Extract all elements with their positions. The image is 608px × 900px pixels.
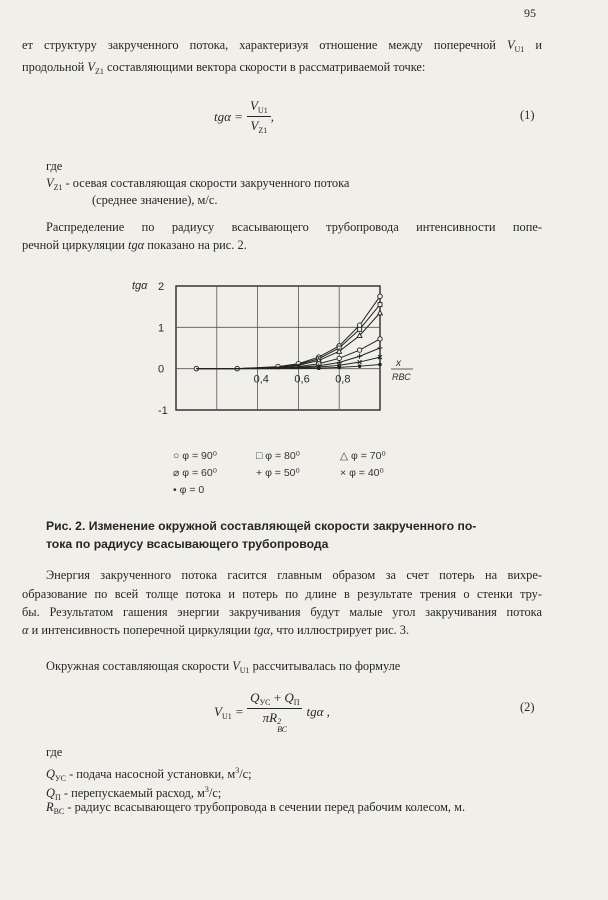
paragraph-4: Окружная составляющая скорости $V_{U1}$ рассчитывалась по формуле bbox=[46, 659, 401, 675]
data-point bbox=[358, 364, 362, 368]
definition-q-p: $Q_П$ - перепускаемый расход, $м^3/с$; bbox=[46, 785, 222, 802]
paragraph-2-line-1: Распределение по радиусу всасывающего трубопровода интенсивности попе- bbox=[46, 220, 542, 234]
data-point bbox=[378, 346, 383, 351]
paragraph-3-line-3: бы. Результатом гашения энергии закручивания будут малые угол закручивания потока bbox=[22, 605, 542, 619]
data-point bbox=[317, 366, 321, 370]
legend-label: φ = 0 bbox=[179, 484, 205, 496]
x-tick-labels bbox=[254, 374, 351, 386]
legend-item bbox=[256, 467, 300, 479]
data-point bbox=[378, 303, 382, 307]
data-point bbox=[378, 294, 383, 299]
where-label-2: где bbox=[46, 745, 63, 759]
figure-caption-line-1: Рис. 2. Изменение окружной составляющей скорости закрученного по- bbox=[46, 519, 477, 533]
legend-item bbox=[173, 467, 217, 479]
paragraph-2-line-2: речной циркуляции tgα показано на рис. 2. bbox=[22, 238, 247, 252]
text: ет структуру закрученного потока, характеризуя отношение между поперечной bbox=[22, 38, 496, 52]
y-tick-label: -1 bbox=[158, 405, 168, 417]
fraction: $\frac{V_{U1}}{V_{Z1}}$ bbox=[247, 98, 271, 135]
legend-label: φ = 40⁰ bbox=[349, 467, 384, 479]
legend-label: φ = 80⁰ bbox=[265, 450, 300, 462]
data-point bbox=[378, 310, 383, 315]
data-point bbox=[378, 363, 382, 367]
series-line bbox=[196, 339, 380, 369]
data-point bbox=[378, 337, 382, 341]
data-point bbox=[337, 356, 341, 360]
legend-marker: + bbox=[256, 467, 266, 479]
paragraph-3-line-1: Энергия закрученного потока гасится главным образом за счет потерь на вихре- bbox=[46, 568, 542, 582]
data-point bbox=[357, 354, 362, 359]
legend-marker: ○ bbox=[173, 450, 183, 462]
legend-item bbox=[340, 450, 386, 462]
legend-item bbox=[256, 450, 300, 462]
fraction: $Q_{УС} + Q_П$ πR 2 ВС bbox=[247, 690, 302, 734]
definition-vz1-line-2: (среднее значение), м/с. bbox=[92, 193, 218, 207]
legend-label: φ = 70⁰ bbox=[351, 450, 386, 462]
legend-marker: × bbox=[340, 467, 350, 479]
equation-lhs: tgα = bbox=[214, 108, 243, 124]
text: и bbox=[535, 38, 542, 52]
y-tick-label: 0 bbox=[158, 363, 165, 376]
y-tick-label: 2 bbox=[158, 281, 165, 293]
y-tick-label: 1 bbox=[158, 322, 165, 335]
equation-1-number: (1) bbox=[520, 108, 535, 122]
x-axis-label-den: RВС bbox=[392, 372, 411, 382]
where-label-1: где bbox=[46, 159, 63, 173]
equation-tail: , bbox=[270, 108, 274, 124]
x-tick-label: 0,6 bbox=[294, 373, 310, 386]
definition-vz1: $V_{Z1}$ - осевая составляющая скорости закрученного потока bbox=[46, 176, 350, 192]
data-point bbox=[357, 348, 361, 352]
symbol-v-z1: $V_{Z1}$ bbox=[87, 60, 104, 76]
paragraph-1-line-1 bbox=[22, 36, 542, 59]
figure-2-chart bbox=[130, 272, 420, 427]
x-tick-label: 0,8 bbox=[335, 373, 351, 386]
chart-series bbox=[194, 294, 382, 371]
symbol-v-u1: $V_{U1}$ bbox=[506, 38, 525, 54]
text: продольной bbox=[22, 60, 85, 74]
page-number: 95 bbox=[524, 6, 536, 20]
series-line bbox=[196, 313, 380, 369]
series-line bbox=[196, 305, 380, 369]
legend-label: φ = 90⁰ bbox=[182, 450, 217, 462]
chart-grid bbox=[176, 286, 380, 410]
equation-2-number: (2) bbox=[520, 700, 535, 714]
legend-item bbox=[173, 484, 204, 496]
legend-label: φ = 50⁰ bbox=[265, 467, 300, 479]
legend-marker: □ bbox=[256, 450, 266, 462]
paragraph-3-line-2: образование по всей толще потока и потерь по длине в результате трения о стенки тру- bbox=[22, 587, 542, 601]
text: составляющими вектора скорости в рассматриваемой точке: bbox=[106, 60, 426, 74]
equation-1 bbox=[214, 98, 274, 135]
data-point bbox=[337, 366, 341, 370]
figure-caption-line-2: тока по радиусу всасывающего трубопровода bbox=[46, 537, 329, 551]
x-tick-label: 0,4 bbox=[253, 373, 269, 386]
definition-r-bc: $R_{ВС}$ - радиус всасывающего трубопровода в сечении перед рабочим колесом, м. bbox=[46, 800, 466, 816]
legend-marker: • bbox=[173, 484, 180, 496]
legend-marker: △ bbox=[340, 450, 351, 462]
definition-q-uc: $Q_{УС}$ - подача насосной установки, $м^3/с$; bbox=[46, 766, 252, 783]
paragraph-3-line-4: α и интенсивность поперечной циркуляции tgα, что иллюстрирует рис. 3. bbox=[22, 623, 410, 637]
x-axis-label-num: x bbox=[396, 358, 401, 369]
legend-item bbox=[340, 467, 384, 479]
legend-item bbox=[173, 450, 217, 462]
equation-2: $V_{U1}$ = $Q_{УС} + Q_П$ πR 2 ВС tgα , bbox=[214, 690, 330, 734]
legend-marker: ⌀ bbox=[173, 467, 183, 479]
plot-frame bbox=[176, 286, 380, 410]
legend-label: φ = 60⁰ bbox=[182, 467, 217, 479]
series-line bbox=[196, 296, 380, 368]
y-axis-label: tgα bbox=[132, 280, 148, 292]
paragraph-1-line-2 bbox=[22, 58, 542, 81]
data-point bbox=[358, 327, 362, 331]
y-tick-labels bbox=[158, 281, 168, 417]
